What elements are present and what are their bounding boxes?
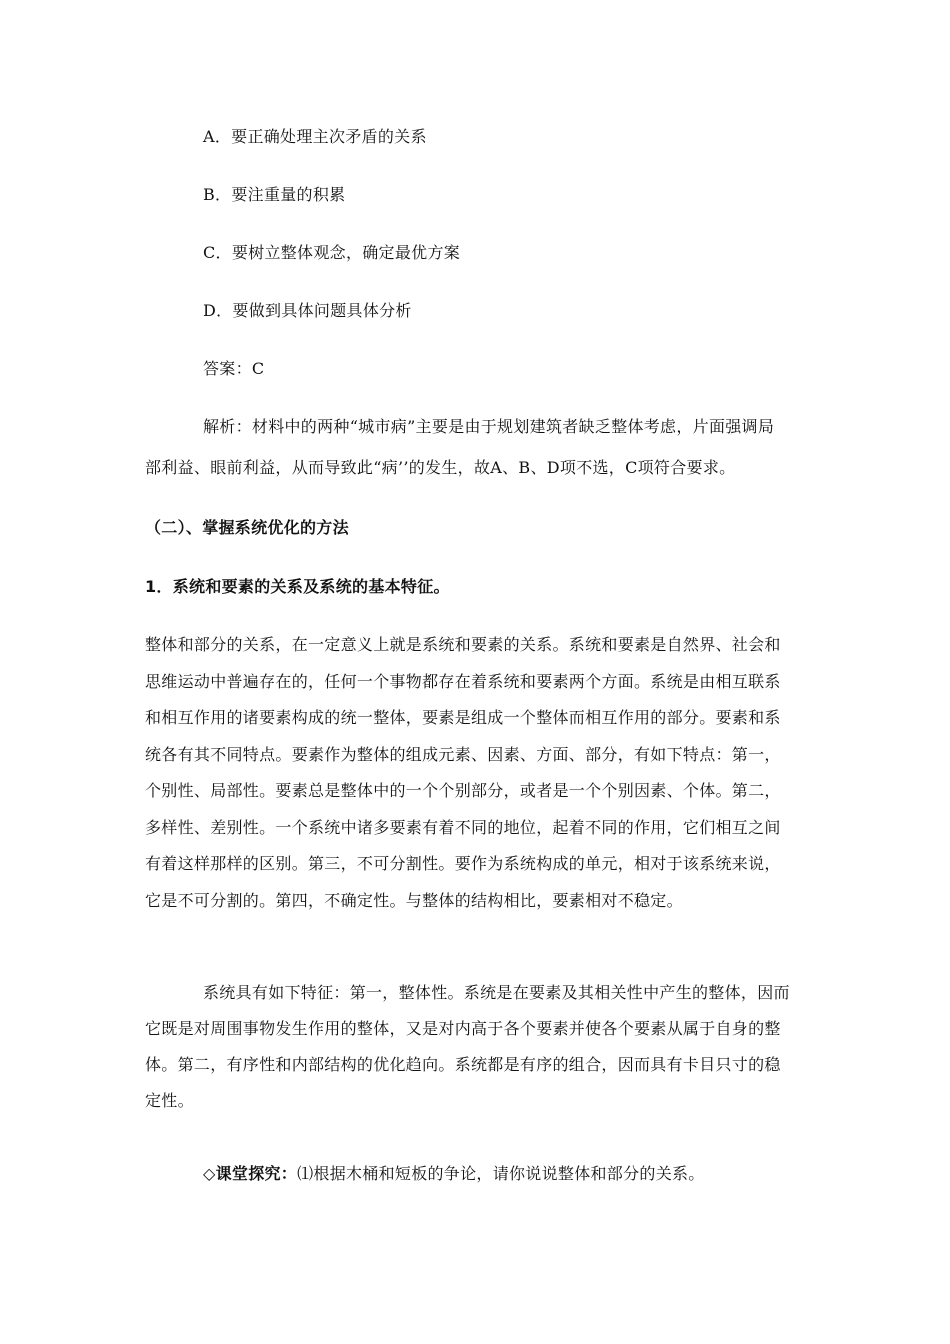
- analysis-line-2: 部利益、眼前利益，从而导致此“病’’的发生，故A、B、D项不选，C项符合要求。: [145, 458, 736, 477]
- paragraph-system-features: [145, 983, 815, 1127]
- section-heading: （二）、掌握系统优化的方法: [145, 518, 349, 537]
- paragraph-line: 和相互作用的诸要素构成的统一整体，要素是组成一个整体而相互作用的部分。要素和系: [145, 708, 781, 727]
- paragraph-line: 思维运动中普遍存在的，任何一个事物都存在着系统和要素两个方面。系统是由相互联系: [145, 671, 781, 691]
- subheading: 1．系统和要素的关系及系统的基本特征。: [145, 577, 450, 596]
- explore-label: ◇课堂探究：: [203, 1164, 298, 1183]
- paragraph-line: 它是不可分割的。第四，不确定性。与整体的结构相比，要素相对不稳定。: [145, 890, 683, 910]
- paragraph-line: 系统具有如下特征：第一，整体性。系统是在要素及其相关性中产生的整体，因而: [203, 983, 790, 1002]
- paragraph-system-elements: [145, 635, 815, 927]
- analysis-line-1: 解析：材料中的两种“城市病”主要是由于规划建筑者缺乏整体考虑，片面强调局: [203, 417, 775, 436]
- paragraph-line: 定性。: [145, 1091, 194, 1110]
- explore-text: ⑴根据木桶和短板的争论，请你说说整体和部分的关系。: [297, 1164, 705, 1183]
- option-a: A．要正确处理主次矛盾的关系: [203, 127, 427, 146]
- paragraph-line: 整体和部分的关系，在一定意义上就是系统和要素的关系。系统和要素是自然界、社会和: [145, 635, 781, 654]
- option-c: C．要树立整体观念，确定最优方案: [203, 243, 461, 262]
- paragraph-line: 体。第二，有序性和内部结构的优化趋向。系统都是有序的组合，因而具有卡目只寸的稳: [145, 1055, 781, 1074]
- paragraph-line: 统各有其不同特点。要素作为整体的组成元素、因素、方面、部分，有如下特点：第一，: [145, 744, 781, 764]
- paragraph-line: 多样性、差别性。一个系统中诸多要素有着不同的地位，起着不同的作用，它们相互之间: [145, 817, 781, 837]
- option-b: B．要注重量的积累: [203, 185, 346, 204]
- paragraph-line: 它既是对周围事物发生作用的整体，又是对内高于各个要素并使各个要素从属于自身的整: [145, 1019, 781, 1038]
- classroom-explore: [203, 1164, 705, 1184]
- paragraph-line: 个别性、局部性。要素总是整体中的一个个别部分，或者是一个个别因素、个体。第二，: [145, 781, 781, 800]
- paragraph-line: 有着这样那样的区别。第三，不可分割性。要作为系统构成的单元，相对于该系统来说，: [145, 854, 781, 873]
- answer-line: 答案：C: [203, 359, 265, 378]
- option-d: D．要做到具体问题具体分析: [203, 301, 412, 320]
